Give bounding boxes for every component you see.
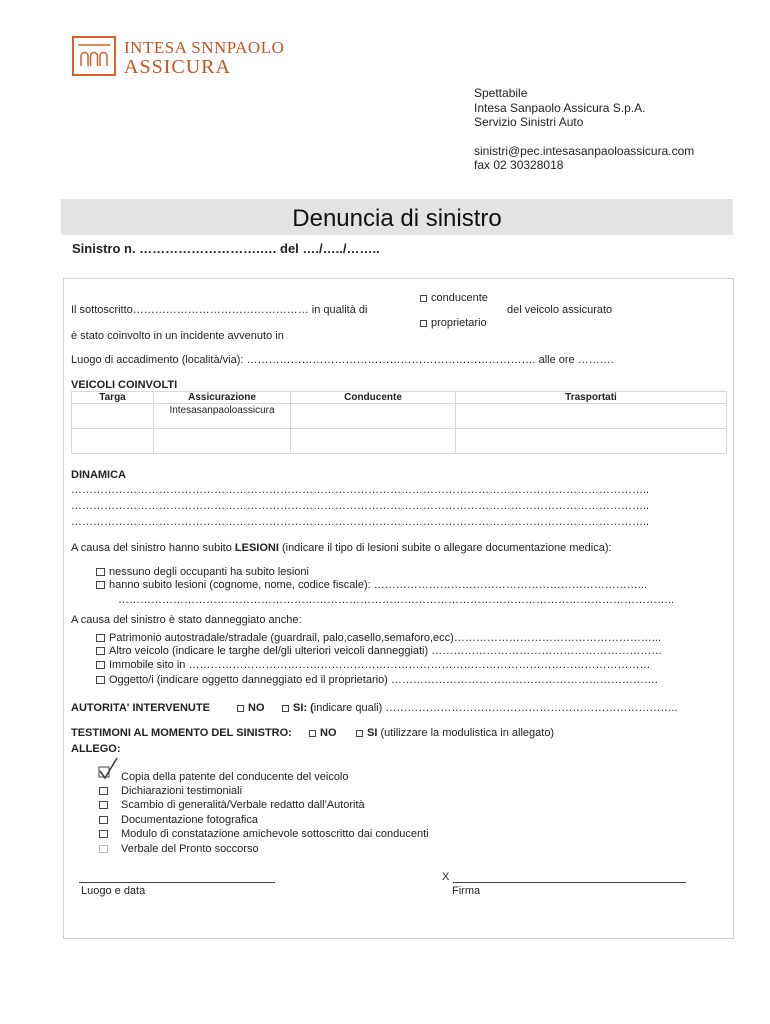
logo-text-line1: INTESA SNNPAOLO [124,38,285,57]
table-row [72,429,727,454]
luogo-line[interactable]: Luogo di accadimento (località/via): ……………………………………………………………………. alle ore ………. [71,354,614,366]
table-cell[interactable] [456,429,727,454]
allego-item: Scambio di generalità/Verbale redatto dall'Autorità [121,799,365,811]
allego-option[interactable] [99,814,258,826]
option-label: hanno subito lesioni (cognome, nome, codice fiscale): ………………………………………………………………... [109,579,647,591]
recipient-email: sinistri@pec.intesasanpaoloassicura.com [474,143,695,158]
veicolo-assicurato-label: del veicolo assicurato [507,304,613,316]
option-label: Altro veicolo (indicare le targhe del/gli ulteriori veicoli danneggiati) ……………………………………………………… [109,645,663,657]
title-band [61,199,733,235]
checkbox-icon [96,568,105,576]
allego-item: Verbale del Pronto soccorso [121,843,259,855]
option-proprietario[interactable] [420,317,487,329]
checkbox-icon [96,676,105,684]
table-cell[interactable] [456,404,727,429]
option-label: Patrimonio autostradale/stradale (guardrail, palo,casello,semaforo,ecc)………………………………………………... [109,632,662,644]
column-header-assicurazione: Assicurazione [154,391,291,404]
option-label: Immobile sito in ……………………………………………………………………………………………………………… [109,659,651,671]
table-cell[interactable] [291,404,456,429]
option-label: NO [320,727,337,739]
recipient-address [474,86,694,173]
table-cell: Intesasanpaoloassicura [154,404,291,429]
logo-text-line2: ASSICURA [124,56,231,78]
recipient-line: Spettabile [474,86,528,100]
allego-item: Dichiarazioni testimoniali [121,785,243,797]
allego-item: Documentazione fotografica [121,814,258,826]
dinamica-line[interactable]: ………………………………………………………………………………………………………………………………………….. [71,500,650,512]
lesioni-option-1[interactable] [96,566,309,578]
checkbox-icon [96,581,105,589]
allego-item[interactable]: Copia della patente del conducente del veicolo [121,771,349,783]
option-label: Oggetto/i (indicare oggetto danneggiato ed il proprietario) ………………………………………………………………. [109,674,658,686]
autorita-si-option[interactable] [282,702,677,714]
checkbox-icon [282,705,289,712]
lesioni-option-2[interactable] [96,579,647,591]
option-detail: (utilizzare la modulistica in allegato) [377,727,555,739]
recipient-line: Intesa Sanpaolo Assicura S.p.A. [474,100,646,115]
checkbox-icon [99,787,108,795]
option-detail: indicare quali) …………………………………………………………………….. [313,702,678,714]
veicoli-table [71,391,727,454]
allego-option[interactable] [99,843,259,855]
checkbox-icon [420,295,427,302]
luogo-data-label: Luogo e data [81,885,146,897]
dinamica-line[interactable]: ………………………………………………………………………………………………………………………………………….. [71,516,650,528]
firma-line[interactable] [453,882,686,883]
danni-option-4[interactable] [96,674,658,686]
dinamica-title: DINAMICA [71,469,126,481]
firma-label: Firma [452,885,481,897]
allego-option[interactable] [99,828,429,840]
checkbox-icon [420,320,427,327]
column-header-trasportati: Trasportati [456,391,727,404]
testimoni-title: TESTIMONI AL MOMENTO DEL SINISTRO: [71,727,292,739]
veicoli-title: VEICOLI COINVOLTI [71,379,178,391]
table-cell[interactable] [72,404,154,429]
allego-option[interactable] [99,799,365,811]
column-header-targa: Targa [72,391,154,404]
autorita-no-option[interactable] [237,702,265,714]
checkbox-icon [96,634,105,642]
checkbox-icon [309,730,316,737]
danni-option-2[interactable] [96,645,662,657]
danni-title: A causa del sinistro è stato danneggiato anche: [71,614,302,626]
allego-option[interactable] [99,785,242,797]
option-conducente[interactable] [420,292,488,304]
recipient-line: Servizio Sinistri Auto [474,115,584,129]
checkbox-icon [99,830,108,838]
lesioni-bold: LESIONI [234,542,279,554]
option-label: nessuno degli occupanti ha subito lesioni [109,566,309,578]
allego-item: Modulo di constatazione amichevole sottoscritto dai conducenti [121,828,429,840]
option-label: SI: ( [293,702,314,714]
coinvolto-line: è stato coinvolto in un incidente avvenuto in [71,330,284,342]
table-row [72,404,727,429]
danni-option-3[interactable] [96,659,650,671]
firma-x-mark: X [442,871,450,883]
table-cell[interactable] [154,429,291,454]
autorita-title: AUTORITA' INTERVENUTE [71,702,210,714]
allego-title: ALLEGO: [71,743,121,755]
checkbox-icon [237,705,244,712]
sottoscritto-line: Il sottoscritto………………………………………… in qualità di [71,304,368,316]
option-label: SI [367,727,378,739]
recipient-fax: fax 02 30328018 [474,158,564,172]
page-title: Denuncia di sinistro [292,205,502,232]
luogo-data-line[interactable] [79,882,275,883]
checkbox-icon [96,647,105,655]
table-cell[interactable] [291,429,456,454]
lesioni-post: (indicare il tipo di lesioni subite o allegare documentazione medica): [278,542,612,554]
testimoni-si-option[interactable] [356,727,554,739]
claim-number-line: Sinistro n. ……………………….…. del …./…../…….. [72,241,380,256]
table-header-row [72,391,727,404]
testimoni-no-option[interactable] [309,727,337,739]
checkbox-icon [356,730,363,737]
column-header-conducente: Conducente [291,391,456,404]
checkmark-icon [96,756,122,782]
table-cell[interactable] [72,429,154,454]
lesioni-continuation[interactable]: …………………………………………………………………………………………………………………………………….. [118,594,675,606]
checkbox-icon [99,845,108,853]
lesioni-intro [71,542,612,554]
checkbox-icon [96,661,105,669]
checkbox-icon [99,816,108,824]
lesioni-pre: A causa del sinistro hanno subito [71,542,235,554]
logo-icon [72,36,116,76]
dinamica-line[interactable]: ………………………………………………………………………………………………………………………………………….. [71,484,650,496]
option-label: proprietario [431,317,487,329]
checkbox-icon [99,801,108,809]
danni-option-1[interactable] [96,632,661,644]
option-label: NO [248,702,265,714]
option-label: conducente [431,292,488,304]
